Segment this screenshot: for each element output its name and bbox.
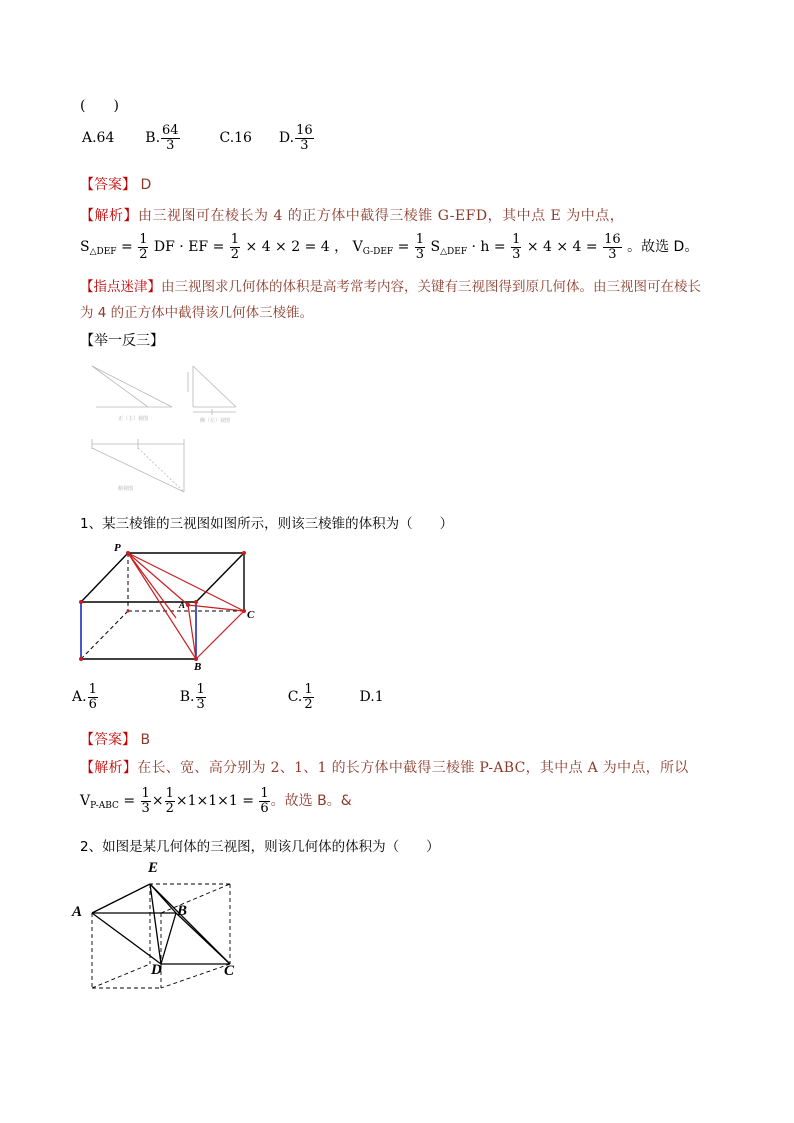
answer-tag: 【答案】 <box>80 177 136 193</box>
q1-answer-value: B <box>140 732 151 748</box>
option-c: C.16 <box>219 130 252 147</box>
options-row <box>82 124 315 152</box>
q1-options-row <box>72 683 384 711</box>
q2-label-a: A <box>72 904 83 920</box>
tip-line-1: 【指点迷津】由三视图求几何体的体积是高考常考内容，关键有三视图得到原几何体。由三视图可在棱长 <box>80 279 701 295</box>
q2-label-b: B <box>177 903 188 919</box>
option-a: A.64 <box>82 130 115 147</box>
top-view-label: 俯视图 <box>118 487 134 492</box>
q1-analysis-line <box>80 757 689 777</box>
label-p: P <box>114 542 121 554</box>
answer-line <box>80 174 151 194</box>
q1-option-a: A. $\frac{1}{6}$ <box>72 682 97 712</box>
q1-analysis-text: 在长、宽、高分别为 2、1、1 的长方体中截得三棱锥 P-ABC，其中点 A 为中点，所以 <box>137 760 689 776</box>
q2-figure <box>68 856 248 996</box>
label-a: A <box>179 600 186 610</box>
q1-answer-line <box>80 729 150 749</box>
q1-option-d: D.1 <box>359 689 384 706</box>
question-paren: ( ) <box>80 98 119 114</box>
answer-value: D <box>140 177 152 193</box>
q2-label-c: C <box>224 963 235 979</box>
q2-stem: 2、如图是某几何体的三视图，则该几何体的体积为（ ） <box>80 839 440 855</box>
label-b: B <box>194 661 202 673</box>
analysis-text: 由三视图可在棱长为 4 的正方体中截得三棱锥 G-EFD，其中点 E 为中点， <box>138 208 625 224</box>
q1-option-b: B. $\frac{1}{3}$ <box>179 682 205 712</box>
analysis-tag: 【解析】 <box>80 208 138 224</box>
q2-label-d: D <box>151 962 162 978</box>
q1-analysis-tag: 【解析】 <box>80 760 138 776</box>
analysis-line <box>80 205 624 225</box>
label-c: C <box>247 609 255 621</box>
option-d: D. $\frac{16}{3}$ <box>278 123 313 153</box>
q1-analysis-formula: $V_{P-ABC}$ = $\frac{1}{3}$ × $\frac{1}{2}$ ×1×1×1 = $\frac{1}{6}$ 。故选 B。& <box>80 786 352 816</box>
q1-stem: 1、某三棱锥的三视图如图所示，则该三棱锥的体积为（ ） <box>80 516 454 532</box>
q1-option-c: C. $\frac{1}{2}$ <box>287 682 313 712</box>
option-b: B. $\frac{64}{3}$ <box>145 123 179 153</box>
q1-answer-tag: 【答案】 <box>80 732 136 748</box>
tip-line-2: 为 4 的正方体中截得该几何体三棱锥。 <box>80 305 314 321</box>
tip-tag: 【指点迷津】 <box>80 279 161 295</box>
front-view-label: 正（主）视图 <box>118 417 149 422</box>
three-view-figure <box>88 362 248 497</box>
q2-label-e: E <box>148 860 159 876</box>
q1-figure <box>76 538 266 673</box>
section-title: 【举一反三】 <box>80 333 164 349</box>
analysis-formula: $S_{\triangle DEF}$ = $\frac{1}{2}$ DF · EF = $\frac{1}{2}$ × 4 × 2 = 4 ， $V_{G-DEF}$ = $\frac{1}{3}$ $S_{\triangle DEF} \cdot h$ = $\frac{1}{3}$ × 4 × 4 = $\frac{16}{3}$ 。故选 D。 <box>80 232 699 262</box>
side-view-label: 侧（左）视图 <box>200 419 231 424</box>
